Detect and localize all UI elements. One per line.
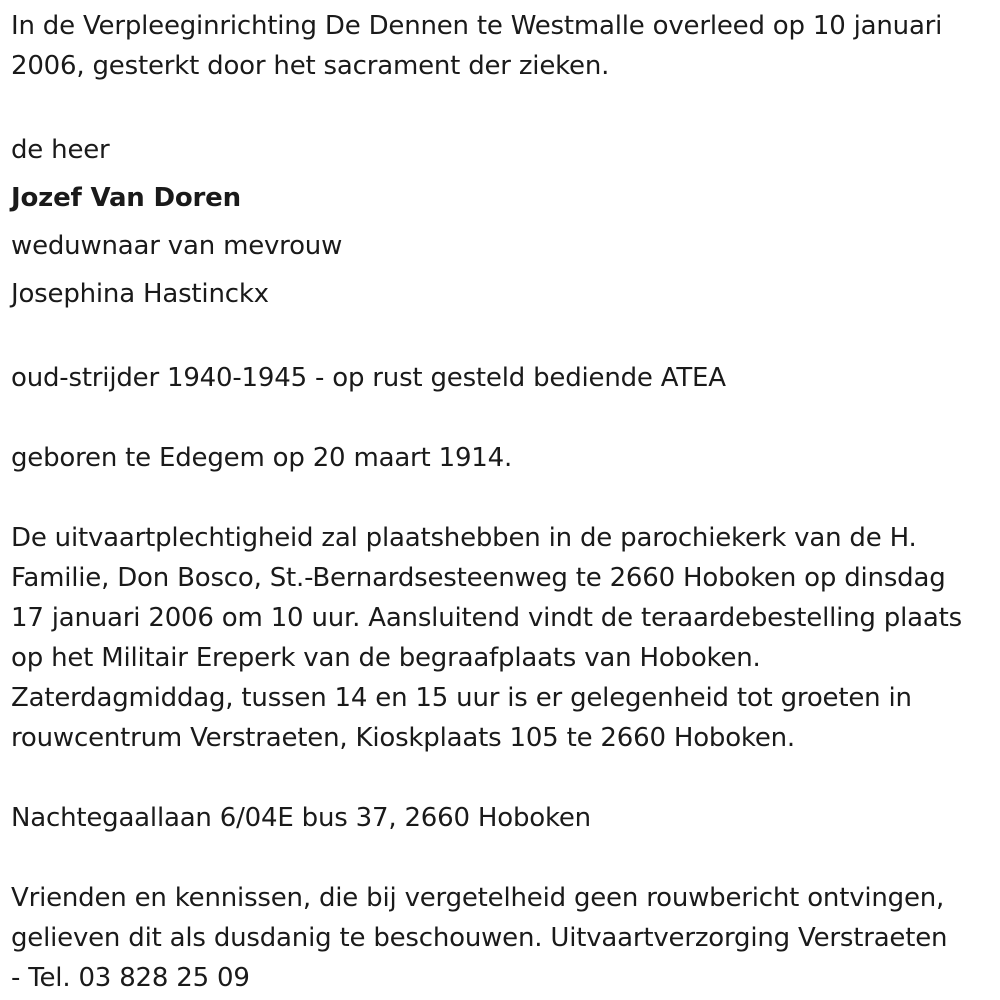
closing-paragraph — [11, 878, 996, 998]
deceased-block — [11, 126, 996, 318]
ceremony-line: 17 januari 2006 om 10 uur. Aansluitend vindt de teraardebestelling plaats — [11, 603, 962, 633]
death-notice — [11, 6, 996, 998]
deceased-name: Jozef Van Doren — [11, 183, 241, 213]
spacer — [11, 758, 996, 798]
relation-text: weduwnaar van mevrouw — [11, 231, 343, 261]
ceremony-line: rouwcentrum Verstraeten, Kioskplaats 105 te 2660 Hoboken. — [11, 723, 795, 753]
spacer — [11, 478, 996, 518]
ceremony-line: Familie, Don Bosco, St.-Bernardsesteenweg te 2660 Hoboken op dinsdag — [11, 563, 946, 593]
closing-line: - Tel. 03 828 25 09 — [11, 963, 250, 993]
ceremony-paragraph — [11, 518, 996, 758]
spacer — [11, 86, 996, 126]
spacer — [11, 838, 996, 878]
closing-line: Vrienden en kennissen, die bij vergetelheid geen rouwbericht ontvingen, — [11, 883, 945, 913]
closing-line: gelieven dit als dusdanig te beschouwen. Uitvaartverzorging Verstraeten — [11, 923, 948, 953]
intro-line: In de Verpleeginrichting De Dennen te Westmalle overleed op 10 januari — [11, 11, 943, 41]
service-line: oud-strijder 1940-1945 - op rust gesteld bediende ATEA — [11, 363, 726, 393]
ceremony-line: op het Militair Ereperk van de begraafplaats van Hoboken. — [11, 643, 761, 673]
birth-line: geboren te Edegem op 20 maart 1914. — [11, 443, 513, 473]
honorific: de heer — [11, 135, 110, 165]
spacer — [11, 398, 996, 438]
ceremony-line: Zaterdagmiddag, tussen 14 en 15 uur is er gelegenheid tot groeten in — [11, 683, 912, 713]
address-paragraph — [11, 798, 996, 838]
birth-record — [11, 438, 996, 478]
spacer — [11, 318, 996, 358]
service-record — [11, 358, 996, 398]
home-address: Nachtegaallaan 6/04E bus 37, 2660 Hoboken — [11, 803, 591, 833]
ceremony-line: De uitvaartplechtigheid zal plaatshebben in de parochiekerk van de H. — [11, 523, 917, 553]
intro-paragraph — [11, 6, 996, 86]
intro-line: 2006, gesterkt door het sacrament der zieken. — [11, 51, 610, 81]
spouse-name: Josephina Hastinckx — [11, 279, 269, 309]
